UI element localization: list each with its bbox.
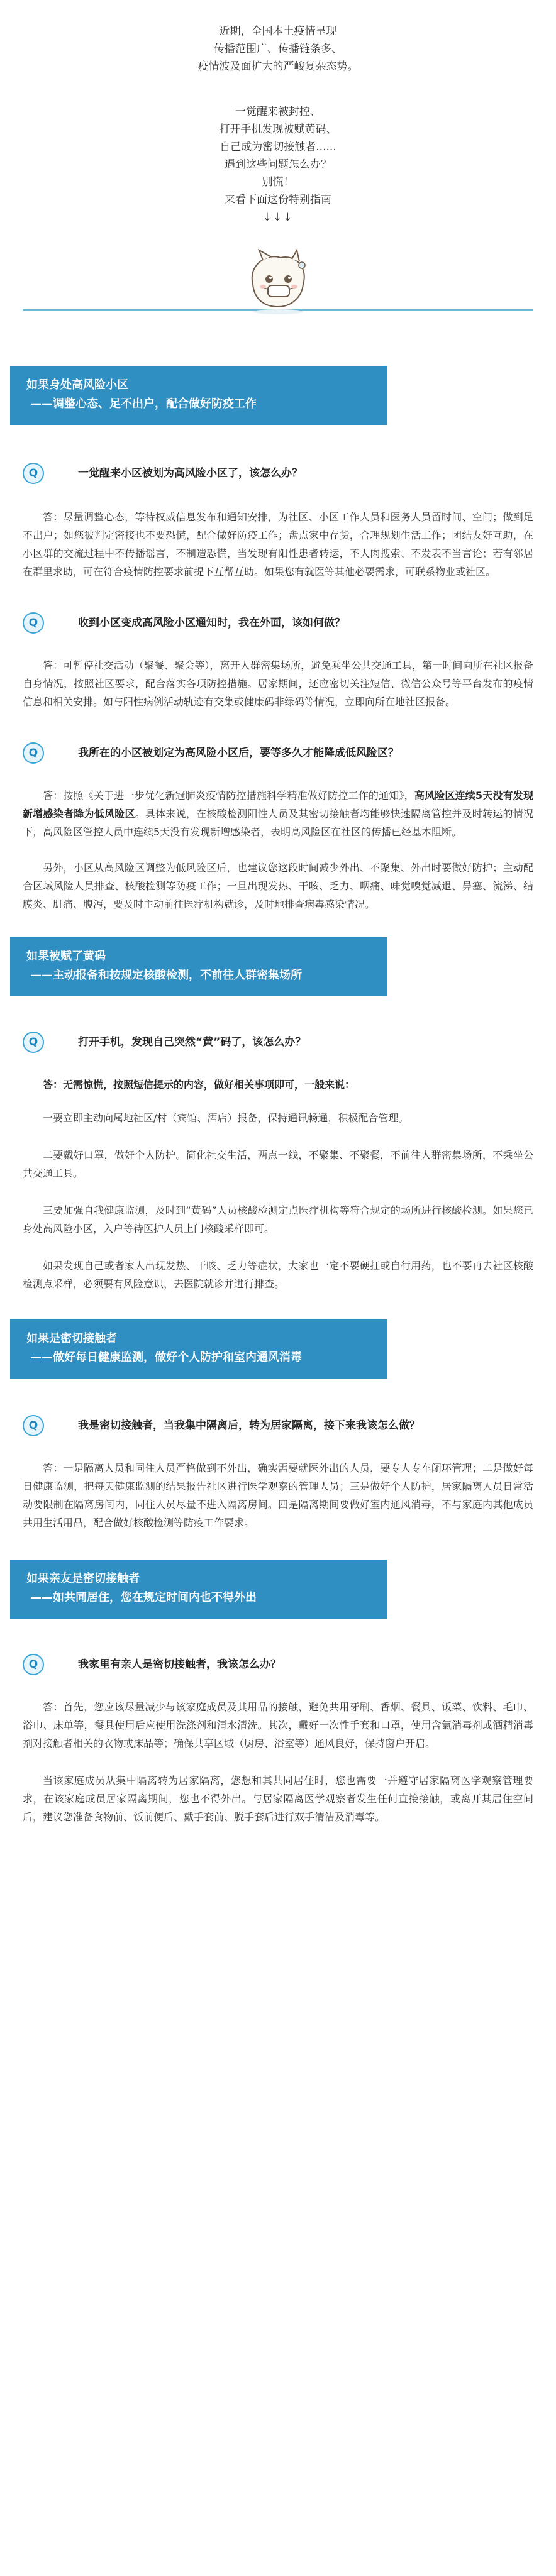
question-row xyxy=(23,1415,533,1436)
intro-line: 打开手机发现被赋黄码、 xyxy=(219,123,337,136)
q-badge-icon: Q xyxy=(23,1415,44,1436)
answer-emphasis: 高风险区连续5天没有发现新增感染者降为低风险区 xyxy=(23,790,533,820)
intro xyxy=(0,0,556,226)
section-title: 如果被赋了黄码 xyxy=(26,950,106,963)
question-text: 收到小区变成高风险小区通知时，我在外面，该如何做？ xyxy=(78,617,345,629)
section-subtitle: ——如共同居住，您在规定时间内也不得外出 xyxy=(30,1591,257,1604)
intro-line: 别慌！ xyxy=(262,176,294,189)
question-row xyxy=(23,1654,533,1675)
q-badge-icon: Q xyxy=(23,1032,44,1053)
question-row xyxy=(23,742,533,764)
section-title: 如果是密切接触者 xyxy=(26,1332,117,1345)
section-title: 如果亲友是密切接触者 xyxy=(26,1572,140,1585)
intro-line: 来看下面这份特别指南 xyxy=(225,194,331,206)
answer-paragraph xyxy=(23,1076,533,1094)
question-text: 一觉醒来小区被划为高风险小区了，该怎么办？ xyxy=(78,467,303,480)
section-family-contact xyxy=(0,1560,556,1826)
q-badge-icon: Q xyxy=(23,463,44,484)
answer-paragraph: 另外，小区从高风险区调整为低风险区后，也建议您这段时间减少外出、不聚集、外出时要做好防护；主动配合区域风险人员排查、核酸检测等防疫工作；一旦出现发热、干咳、乏力、咽痛、味觉嗅觉减退、鼻塞、流涕、结膜炎、肌痛、腹泻，要及时主动前往医疗机构就诊，及时地排查病毒感染情况。 xyxy=(23,862,533,910)
section-header xyxy=(10,1319,387,1379)
intro-arrows: ↓↓↓ xyxy=(262,211,294,224)
intro-line: 疫情波及面扩大的严峻复杂态势。 xyxy=(197,60,359,73)
q-badge-icon: Q xyxy=(23,612,44,634)
answer-paragraph: 答：可暂停社交活动（聚餐、聚会等），离开人群密集场所，避免乘坐公共交通工具，第一时间向所在社区报备自身情况，按照社区要求，配合落实各项防控措施。居家期间，还应密切关注短信、微信公众号等平台发布的疫情信息和相关安排。如与阳性病例活动轨迹有交集或健康码非绿码等情况，立即向所在地社区报备。 xyxy=(23,659,533,708)
question-row xyxy=(23,1032,533,1053)
answer-emphasis: 答：无需惊慌，按照短信提示的内容，做好相关事项即可，一般来说： xyxy=(43,1079,355,1091)
section-high-risk xyxy=(0,366,556,913)
question-text: 我所在的小区被划定为高风险小区后，要等多久才能降成低风险区？ xyxy=(78,747,399,759)
intro-line: 遇到这些问题怎么办？ xyxy=(225,158,331,171)
answer-paragraph: 答：一是隔离人员和同住人员严格做到不外出，确实需要就医外出的人员，要专人专车闭环管理；二是做好每日健康监测，把每天健康监测的结果报告社区进行医学观察的管理人员；三是做好个人防护，居家隔离人员日常活动要限制在隔离房间内，同住人员尽量不进入隔离房间。四是隔离期间要做好室内通风消毒，不与家庭内其他成员共用生活用品，配合做好核酸检测等防疫工作要求。 xyxy=(23,1462,533,1529)
q-badge-icon: Q xyxy=(23,1654,44,1675)
intro-line: 自己成为密切接触者...... xyxy=(220,141,336,153)
section-subtitle: ——调整心态、足不出户，配合做好防疫工作 xyxy=(30,397,257,410)
question-text: 打开手机，发现自己突然“黄”码了，该怎么办？ xyxy=(78,1036,306,1049)
section-subtitle: ——做好每日健康监测，做好个人防护和室内通风消毒 xyxy=(30,1351,302,1364)
section-yellow-code xyxy=(0,937,556,1293)
mascot-divider xyxy=(0,235,556,329)
mascot-character-icon xyxy=(242,246,314,316)
section-title: 如果身处高风险小区 xyxy=(26,378,128,392)
question-row xyxy=(23,463,533,484)
answer-paragraph: 一要立即主动向属地社区/村（宾馆、酒店）报备，保持通讯畅通，积极配合管理。 xyxy=(43,1112,409,1124)
answer-paragraph: 当该家庭成员从集中隔离转为居家隔离，您想和其共同居住时，您也需要一并遵守居家隔离医学观察管理要求，在该家庭成员居家隔离期间，您也不得外出。与居家隔离医学观察者发生任何直接接触，或离开其居住空间后，建议您准备食物前、饭前便后、戴手套前、脱手套后进行双手清洁及消毒等。 xyxy=(23,1775,533,1823)
intro-line: 传播范围广、传播链条多、 xyxy=(214,43,342,55)
question-text: 我是密切接触者，当我集中隔离后，转为居家隔离，接下来我该怎么做？ xyxy=(78,1419,420,1432)
answer-paragraph: 答：首先，您应该尽量减少与该家庭成员及其用品的接触，避免共用牙刷、香烟、餐具、饭菜、饮料、毛巾、浴巾、床单等，餐具使用后应使用洗涤剂和清水清洗。其次，戴好一次性手套和口罩，使用含氯消毒剂或酒精消毒剂对接触者相关的衣物或床品等；确保共享区域（厨房、浴室等）通风良好，保持窗户开启。 xyxy=(23,1701,533,1749)
question-text: 我家里有亲人是密切接触者，我该怎么办？ xyxy=(78,1658,281,1671)
section-header xyxy=(10,1560,387,1619)
answer-paragraph: 答：尽量调整心态，等待权威信息发布和通知安排，为社区、小区工作人员和医务人员留时间、空间；做到足不出户；如您被判定密接也不要恐慌，配合做好防疫工作；盘点家中存货，合理规划生活工作；团结友好互助，在小区群的交流过程中不传播谣言，不制造恐慌，当发现有阳性患者转运，不人肉搜索、不发表不当言论；若有邻居在群里求助，可在符合疫情防控要求前提下互帮互助。如果您有就医等其他必要需求，可联系物业或社区。 xyxy=(23,511,533,578)
intro-line: 近期，全国本土疫情呈现 xyxy=(219,25,337,38)
question-row xyxy=(23,612,533,634)
section-close-contact xyxy=(0,1319,556,1532)
section-subtitle: ——主动报备和按规定核酸检测，不前往人群密集场所 xyxy=(30,969,302,982)
answer-paragraph: 三要加强自我健康监测，及时到“黄码”人员核酸检测定点医疗机构等符合规定的场所进行核酸检测。如果您已身处高风险小区，入户等待医护人员上门核酸采样即可。 xyxy=(23,1204,533,1235)
section-header xyxy=(10,937,387,996)
answer-paragraph xyxy=(23,786,533,841)
answer-paragraph: 二要戴好口罩，做好个人防护。简化社交生活，两点一线，不聚集、不聚餐，不前往人群密集场所，不乘坐公共交通工具。 xyxy=(23,1149,533,1179)
q-badge-icon: Q xyxy=(23,742,44,764)
intro-line: 一觉醒来被封控、 xyxy=(235,106,321,118)
answer-paragraph: 如果发现自己或者家人出现发热、干咳、乏力等症状，大家也一定不要硬扛或自行用药，也不要再去社区核酸检测点采样，必须要有风险意识，去医院就诊并进行排查。 xyxy=(23,1260,533,1290)
section-header xyxy=(10,366,387,425)
answer-text: 。具体来说，在核酸检测阳性人员及其密切接触者均能够快速隔离管控并及时转运的情况下，高风险区管控人员中连续5天没有发现新增感染者，表明高风险区在社区的传播已经基本阻断。 xyxy=(23,808,533,838)
answer-text: 答：按照《关于进一步优化新冠肺炎疫情防控措施科学精准做好防控工作的通知》， xyxy=(43,790,414,801)
